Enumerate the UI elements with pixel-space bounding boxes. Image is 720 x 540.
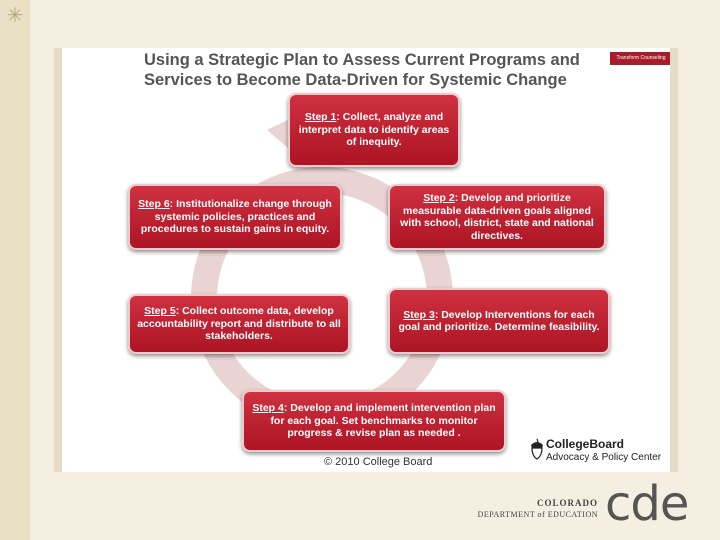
cde-logo: cde xyxy=(605,476,689,532)
sparkle-icon: ✳ xyxy=(6,3,24,27)
step-2-box xyxy=(388,184,606,250)
left-decorative-strip xyxy=(0,0,30,540)
acorn-icon xyxy=(528,437,546,461)
copyright-text: © 2010 College Board xyxy=(324,456,433,468)
step-5-box xyxy=(128,294,350,354)
step-5-label: Step 5 xyxy=(144,305,176,318)
step-6-label: Step 6 xyxy=(138,198,170,211)
step-1-box xyxy=(288,93,460,167)
footer-dept: DEPARTMENT of EDUCATION xyxy=(477,510,598,519)
title-line-1: Using a Strategic Plan to Assess Current Programs and xyxy=(144,51,580,69)
step-1-text: : Collect, analyze and interpret data to identify areas of inequity. xyxy=(298,111,450,149)
title-line-2: Services to Become Data-Driven for Systemic Change xyxy=(144,71,567,89)
footer-state: COLORADO xyxy=(536,498,598,508)
step-4-text: : Develop and implement intervention plan for each goal. Set benchmarks to monitor progress & revise plan as needed . xyxy=(270,402,496,440)
step-4-label: Step 4 xyxy=(252,402,284,415)
footer-department xyxy=(478,497,598,521)
college-board-subtitle: Advocacy & Policy Center xyxy=(546,452,662,463)
step-6-text: : Institutionalize change through systemic policies, practices and procedures to sustain gains in equity. xyxy=(140,198,332,236)
college-board-name: CollegeBoard xyxy=(546,437,625,451)
slide-image xyxy=(54,48,678,472)
college-board-logo xyxy=(528,433,678,469)
step-4-box xyxy=(242,390,506,452)
step-6-box xyxy=(128,184,342,250)
transform-counseling-badge: Transform Counseling xyxy=(610,52,672,65)
step-3-text: : Develop Interventions for each goal and prioritize. Determine feasibility. xyxy=(398,308,600,333)
step-1-label: Step 1 xyxy=(304,111,337,124)
step-5-text: : Collect outcome data, develop accountability report and distribute to all stakeholders. xyxy=(137,305,341,343)
step-3-label: Step 3 xyxy=(403,308,435,321)
step-2-label: Step 2 xyxy=(423,192,455,204)
step-3-box xyxy=(388,288,610,354)
step-2-text: : Develop and prioritize measurable data-driven goals aligned with school, district, state and national directives. xyxy=(400,192,594,242)
